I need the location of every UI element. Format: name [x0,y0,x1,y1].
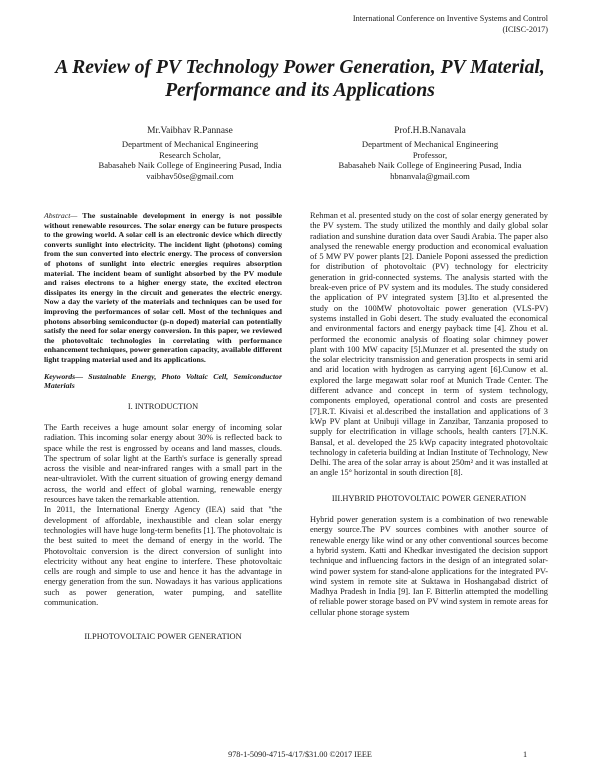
author-email: vaibhav50se@gmail.com [146,171,234,182]
author-email: hbnanvala@gmail.com [390,171,470,182]
abstract-text: The sustainable development in energy is not possible without renewable resources. The solar energy can be future prospects to the growing world. A solar cell is an electronic device which directly converts sunlight into electricity. The incident light (photons) coming from the sun converted into electric energy. The process of conversion of photons of sunlight into electric energies requires absorption material. The incident beam of sunlight absorbed by the PV module and raises electrons to a higher energy state, the excited electron dissipates its energy in the circuit and generates the electric energy. Now a day the variety of the materials and techniques can be used for improving the performances of solar cell. Most of the techniques and photons absorbing semiconductor (p-n doped) material can potentially satisfy the need for solar energy conversion. In this paper, we reviewed the photovoltaic technologies in correlating with performance enhancement techniques, power generation capacity, available different light trapping material used and its applications. [44,211,282,364]
conference-abbrev: (ICISC-2017) [502,24,548,34]
intro-paragraph-2: In 2011, the International Energy Agency (IEA) said that "the development of affordable, inexhaustible and clean solar energy technologies will have huge long-term benefits [1]. The photovoltaic is the best suited to meet the demand of energy in the world. The Photovoltaic conversion is the direct conversion of sunlight into electricity without any heat engine to interfere. These photovoltaic cells are rough and simple to use and hence it has the advantage in energy generation from the sun. Nowadays it has various applications such as power generation, water pumping, and satellite communication. [44,505,283,608]
copyright-line: 978-1-5090-4715-4/17/$31.00 ©2017 IEEE [228,750,372,759]
keywords: Keywords— Sustainable Energy, Photo Voltaic Cell, Semiconductor Materials [44,371,282,391]
author-department: Department of Mechanical Engineering [361,138,499,149]
author-name: Prof.H.B.Nanavala [394,126,466,136]
author-affiliation: Babasaheb Naik College of Engineering Pusad, India [98,160,282,171]
author-affiliation: Babasaheb Naik College of Engineering Pusad, India [338,160,522,171]
author-department: Department of Mechanical Engineering [121,138,259,149]
author-block-2 [310,126,550,182]
right-column [310,211,548,618]
author-position: Professor, [412,149,448,160]
section-heading-introduction: I. INTRODUCTION [127,401,199,411]
section-heading-pv-power: II.PHOTOVOLTAIC POWER GENERATION [84,632,242,642]
review-paragraph: Rehman et al. presented study on the cost of solar energy generated by the PV system. The study utilized the monthly and daily global solar radiation and sunshine duration data over Saudi Arabia. The paper also analysed the renewable energy production and economical evaluation of 5 MW PV power plants [2]. Daniele Poponi assessed the prediction for distribution of photovoltaic (PV) technology for electricity generation in grid-connected systems. The analysis started with the break-even price of PV system and its modules. The study considered the application of PV integrated system [3].Ito et al.presented the study on the 100MW photovoltaic power generation (VLS-PV) systems installed in Gobi desert. The study evaluated the economical and environmental factors and energy payback time [4]. Zhou et al. performed the economic analysis of floating solar chimney power plant with 100 MW capacity [5].Munzer et al. presented the study on the solar electricity transmission and generation prospects in semi arid and arid location with hydrogen as carrying agent [6].Cunow et al. explored the large megawatt solar roof at Munich Trade Center. The different advance and concept in term of system technology, components employed, operational control and costs are presented [7].R.T. Kivaisi et al.described the installation and applications of 3 kWp PV plant at Unibuji village in Zanzibar, Tanzania proposed to supply for electrification in village schools, health canters [7].N.K. Bansal, et al. developed the 25 kWp capacity integrated photovoltaic technology in cafeteria building at Indian Institute of Technology, New Delhi. The area of the solar array is about 250m² and it was installed at an angle 15° horizontal in south direction [8]. [310,211,548,478]
intro-paragraph-1: The Earth receives a huge amount solar energy of incoming solar radiation. This incoming solar energy about 30% is reflected back to space while the rest is engrossed by oceans and land masses, clouds. The spectrum of solar light at the Earth's surface is generally spread across the visible and near-infrared ranges with a small part in the near-ultraviolet. With the current situation of growing energy demand across, the world and effect of global warning, renewable energy resources have taken the remarkable attention. [44,422,282,505]
abstract-label: Abstract— [44,211,78,220]
conference-name: International Conference on Inventive Systems and Control [352,14,548,23]
author-block-1 [70,126,310,182]
paper-title: A Review of PV Technology Power Generation, PV Material, Performance and its Applications [55,57,545,101]
conference-header [353,14,548,35]
author-name: Mr.Vaibhav R.Pannase [147,126,233,136]
hybrid-paragraph: Hybrid power generation system is a combination of two renewable energy source.The PV sources combines with another source of renewable energy like wind or any other conventional sources become a hybrid system. Katti and Khedkar investigated the decision support technique and influencing factors in the design of an integrated solar-wind power system for stand-alone applications for the integrated PV-wind system in remote site at Suktawa in Hoshangabad district of Madhya Pradesh in India [9]. Ian F. Bitterlin attempted the modelling of reliable power storage based on PV wind system in remote areas for cellular phone storage system [310,515,548,617]
abstract [44,211,282,365]
author-position: Research Scholar, [159,149,221,160]
page-number: 1 [523,750,528,759]
left-column [44,211,282,654]
section-heading-hybrid: III.HYBRID PHOTOVOLTAIC POWER GENERATION [331,493,527,503]
